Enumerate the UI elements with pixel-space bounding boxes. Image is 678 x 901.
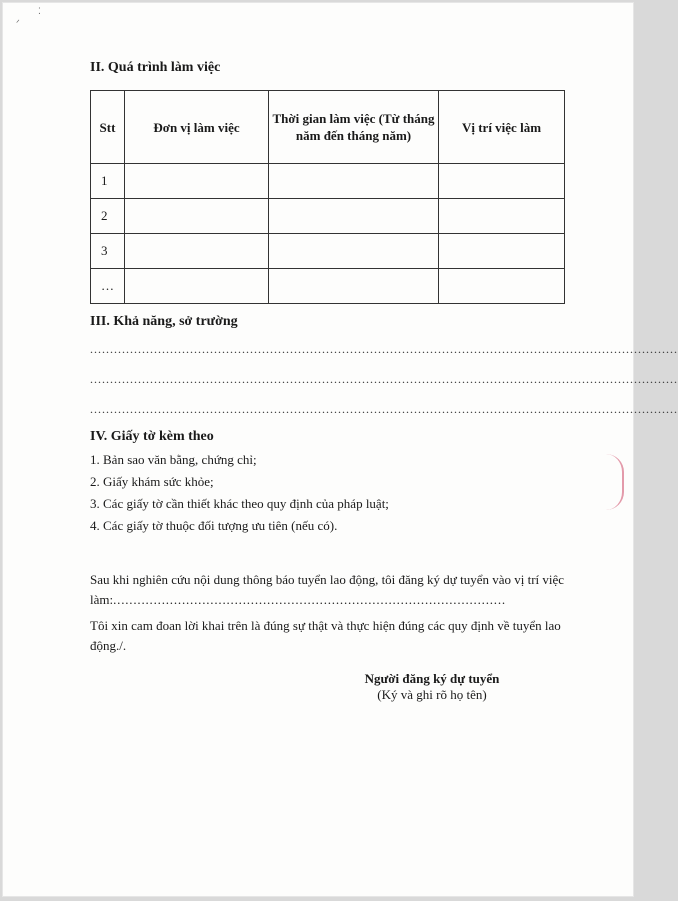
signature-title: Người đăng ký dự tuyển [364, 671, 500, 686]
scan-mark: ⁚ [38, 6, 41, 16]
table-row [91, 199, 565, 234]
signature-note: (Ký và ghi rõ họ tên) [377, 687, 487, 702]
oath-paragraph: Tôi xin cam đoan lời khai trên là đúng sự thật và thực hiện đúng các quy định về tuyển lao động./. [90, 618, 561, 653]
work-time-cell[interactable] [269, 269, 439, 304]
work-time-cell[interactable] [269, 199, 439, 234]
row-number: … [91, 269, 125, 304]
job-position-cell[interactable] [439, 234, 565, 269]
work-unit-cell[interactable] [125, 269, 269, 304]
signature-block [302, 671, 562, 703]
table-header-row [91, 91, 565, 164]
job-position-cell[interactable] [439, 164, 565, 199]
row-number: 1 [91, 164, 125, 199]
document-page [2, 2, 678, 897]
table-row [91, 164, 565, 199]
skills-dotted-line[interactable]: ................................................................................................................................................... [90, 372, 678, 386]
header-stt: Stt [91, 91, 125, 164]
header-job-position: Vị trí việc làm [439, 91, 565, 164]
skills-dotted-line[interactable]: ................................................................................................................................................... [90, 402, 678, 416]
row-number: 2 [91, 199, 125, 234]
work-history-table [90, 90, 565, 304]
section-2-title: II. Quá trình làm việc [90, 60, 221, 75]
attachment-item: 2. Giấy khám sức khỏe; [90, 474, 214, 489]
red-stamp-mark [606, 454, 624, 510]
skills-dotted-line[interactable]: ................................................................................................................................................... [90, 342, 678, 356]
declaration-paragraph [90, 570, 568, 610]
table-row [91, 234, 565, 269]
row-number: 3 [91, 234, 125, 269]
attachment-item: 1. Bản sao văn bằng, chứng chỉ; [90, 452, 257, 467]
table-row [91, 269, 565, 304]
job-position-cell[interactable] [439, 199, 565, 234]
scan-mark: ᐟ [16, 18, 20, 28]
work-time-cell[interactable] [269, 164, 439, 199]
header-work-time: Thời gian làm việc (Từ tháng năm đến tháng năm) [269, 91, 439, 164]
section-3-title: III. Khả năng, sở trường [90, 314, 238, 329]
declaration-text: Sau khi nghiên cứu nội dung thông báo tuyển lao động, tôi đăng ký dự tuyển vào vị trí việc làm: [90, 572, 565, 607]
work-unit-cell[interactable] [125, 199, 269, 234]
header-work-unit: Đơn vị làm việc [125, 91, 269, 164]
position-fill-line[interactable]: ................................................................................................. [113, 592, 506, 607]
job-position-cell[interactable] [439, 269, 565, 304]
attachment-item: 4. Các giấy tờ thuộc đối tượng ưu tiên (nếu có). [90, 518, 338, 533]
section-4-title: IV. Giấy tờ kèm theo [90, 429, 214, 444]
work-unit-cell[interactable] [125, 164, 269, 199]
work-unit-cell[interactable] [125, 234, 269, 269]
work-time-cell[interactable] [269, 234, 439, 269]
attachment-item: 3. Các giấy tờ cần thiết khác theo quy định của pháp luật; [90, 496, 389, 511]
